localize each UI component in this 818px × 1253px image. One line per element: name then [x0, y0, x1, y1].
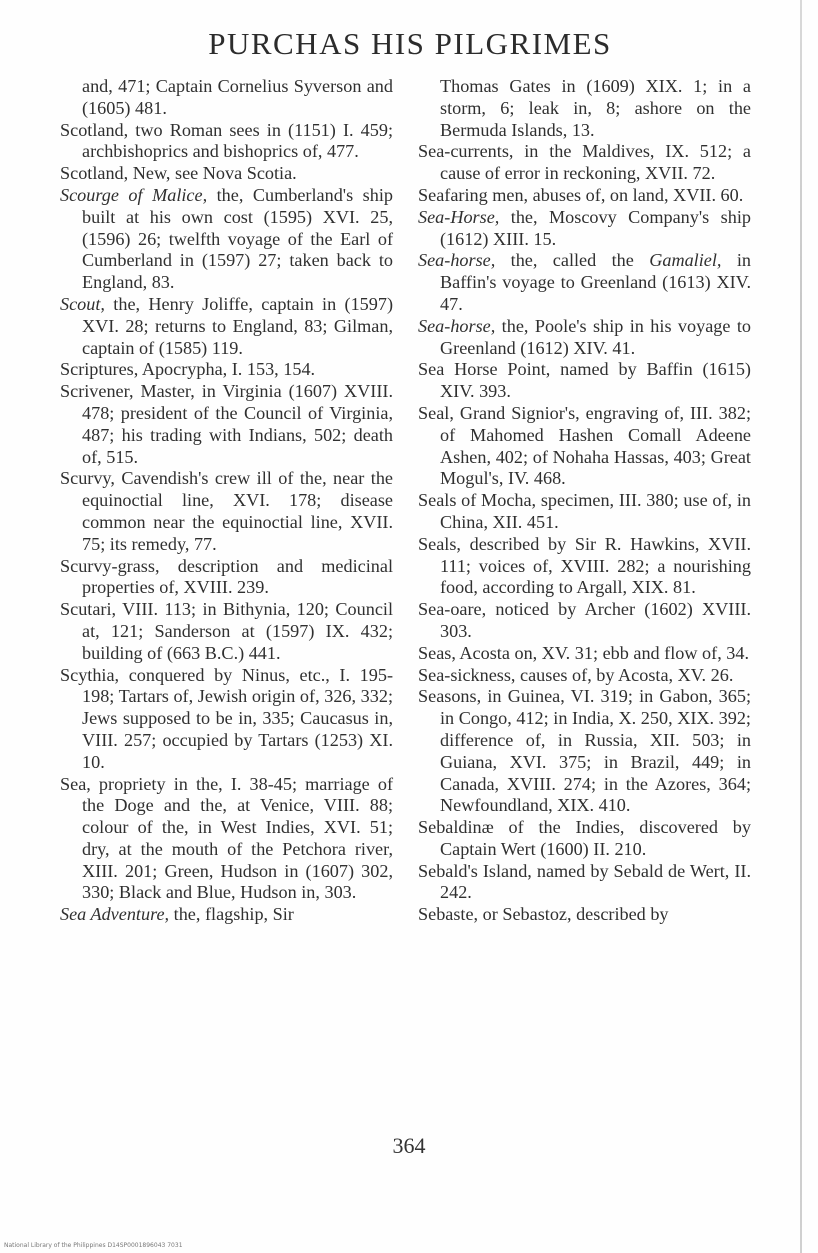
index-entry-text: Seals, described by Sir R. Hawkins, XVII. 111; voices of, XVIII. 282; a nourishing food, according to Argall, XIX. 81. [418, 533, 751, 598]
index-entry-text: Seasons, in Guinea, VI. 319; in Gabon, 365; in Congo, 412; in India, X. 250, XIX. 392; difference of, in Russia, XII. 503; in Guiana, XVI. 375; in Brazil, 449; in Canada, XVIII. 274; in the Azores, 364; Newfoundland, XIX. 410. [418, 686, 751, 816]
index-entry-text: Seals of Mocha, specimen, III. 380; use of, in China, XII. 451. [418, 490, 751, 532]
index-entry [418, 141, 751, 185]
index-entry-text: Scythia, conquered by Ninus, etc., I. 195-198; Tartars of, Jewish origin of, 326, 332; Jews supposed to be in, 335; Caucasus in, VIII. 257; occupied by Tartars (1253) XI. 10. [60, 664, 393, 772]
index-entry [418, 403, 751, 490]
index-entry-text: Sebaste, or Sebastoz, described by [418, 904, 669, 925]
index-entry [418, 665, 751, 687]
index-entry-text: the, Moscovy Company's ship (1612) XIII. 15. [440, 206, 751, 249]
index-entry-italic-text: Sea Adventure, [60, 904, 170, 925]
index-entry-text: Scrivener, Master, in Virginia (1607) XVIII. 478; president of the Council of Virginia, 487; his trading with Indians, 502; death of, 515. [60, 381, 393, 467]
left-index-column [60, 76, 393, 926]
index-entry-text: Seal, Grand Signior's, engraving of, III. 382; of Mahomed Hashen Comall Adeene Ashen, 402; of Nohaha Hassas, 403; Great Mogul's, IV. 468. [418, 402, 751, 489]
index-entry [418, 359, 751, 403]
index-entry-text: and, 471; Captain Cornelius Syverson and (1605) 481. [82, 76, 393, 118]
index-entry [60, 76, 393, 120]
index-entry-text: Scurvy-grass, description and medicinal properties of, XVIII. 239. [60, 555, 393, 598]
index-entry [418, 76, 751, 141]
index-entry [418, 817, 751, 861]
index-entry-text: Scriptures, Apocrypha, I. 153, 154. [60, 359, 316, 380]
index-entry [60, 381, 393, 468]
index-entry-text: Sebald's Island, named by Sebald de Wert, II. 242. [418, 860, 751, 903]
index-entry-italic-text: Sea-horse, [418, 315, 496, 336]
index-entry-text: Scotland, New, see Nova Scotia. [60, 163, 297, 184]
index-entry [60, 120, 393, 164]
index-entry [60, 185, 393, 294]
index-entry-text: Scutari, VIII. 113; in Bithynia, 120; Council at, 121; Sanderson at (1597) IX. 432; building of (663 B.C.) 441. [60, 599, 393, 663]
index-entry-text: Thomas Gates in (1609) XIX. 1; in a storm, 6; leak in, 8; ashore on the Bermuda Islands, 13. [440, 76, 751, 140]
index-entry-text: Scotland, two Roman sees in (1151) I. 459; archbishoprics and bishoprics of, 477. [60, 119, 393, 162]
index-entry-italic-text: Scourge of Malice, [60, 184, 208, 205]
index-entry-text: Scurvy, Cavendish's crew ill of the, near the equinoctial line, XVI. 178; disease common near the equinoctial line, XVII. 75; its remedy, 77. [60, 468, 393, 554]
page-number: 364 [392, 1133, 426, 1158]
index-entry-text: Seafaring men, abuses of, on land, XVII. 60. [418, 184, 744, 205]
index-entry [418, 599, 751, 643]
index-entry-text: Sea Horse Point, named by Baffin (1615) XIV. 393. [418, 359, 751, 402]
index-entry-text: the, Poole's ship in his voyage to Greenland (1612) XIV. 41. [440, 315, 751, 358]
index-entry-text: the, flagship, Sir [169, 904, 294, 925]
running-head: PURCHAS HIS PILGRIMES [208, 26, 612, 61]
index-entry [418, 207, 751, 251]
index-entry [418, 250, 751, 315]
index-entry-italic-text: Sea-horse, [418, 250, 496, 271]
index-entry [60, 359, 393, 381]
library-footer: National Library of the Philippines D14SP0001896043 7031 [4, 1242, 183, 1249]
index-entry [60, 599, 393, 664]
index-entry [418, 643, 751, 665]
index-entry-text: the, called the [495, 250, 650, 271]
index-entry [60, 556, 393, 600]
right-index-column [418, 76, 751, 926]
index-entry [60, 665, 393, 774]
index-entry-text: Sea-currents, in the Maldives, IX. 512; a cause of error in reckoning, XVII. 72. [418, 141, 751, 184]
index-entry-italic-text: Sea-Horse, [418, 206, 500, 227]
index-entry-italic-text: Gamaliel, [649, 250, 722, 271]
index-entry [60, 163, 393, 185]
index-entry [60, 468, 393, 555]
index-entry-text: Sebaldinæ of the Indies, discovered by Captain Wert (1600) II. 210. [418, 817, 751, 859]
index-entry [418, 534, 751, 599]
index-entry-text: Sea-sickness, causes of, by Acosta, XV. 26. [418, 664, 734, 685]
index-entry-text: Sea-oare, noticed by Archer (1602) XVIII. 303. [418, 599, 751, 641]
index-entry [60, 904, 393, 926]
index-entry [418, 904, 751, 926]
index-entry [418, 316, 751, 360]
index-entry-text: the, Henry Joliffe, captain in (1597) XVI. 28; returns to England, 83; Gilman, captain of (1585) 119. [82, 293, 393, 358]
index-entry-text: the, Cumberland's ship built at his own cost (1595) XVI. 25, (1596) 26; twelfth voyage of the Earl of Cumberland in (1597) 27; taken back to England, 83. [82, 184, 393, 293]
page-edge-shadow [800, 0, 802, 1253]
index-entry [418, 861, 751, 905]
index-entry-italic-text: Scout, [60, 293, 105, 314]
index-entry [60, 774, 393, 905]
index-entry [418, 686, 751, 817]
index-entry-text: Seas, Acosta on, XV. 31; ebb and flow of, 34. [418, 642, 750, 663]
index-entry-text: Sea, propriety in the, I. 38-45; marriage of the Doge and the, at Venice, VIII. 88; colour of the, in West Indies, XVI. 51; dry, at the mouth of the Petchora river, XIII. 201; Green, Hudson in (1607) 302, 330; Black and Blue, Hudson in, 303. [60, 773, 393, 903]
index-entry [418, 185, 751, 207]
index-entry [418, 490, 751, 534]
index-entry-text: in Baffin's voyage to Greenland (1613) XIV. 47. [440, 250, 751, 314]
index-entry [60, 294, 393, 359]
